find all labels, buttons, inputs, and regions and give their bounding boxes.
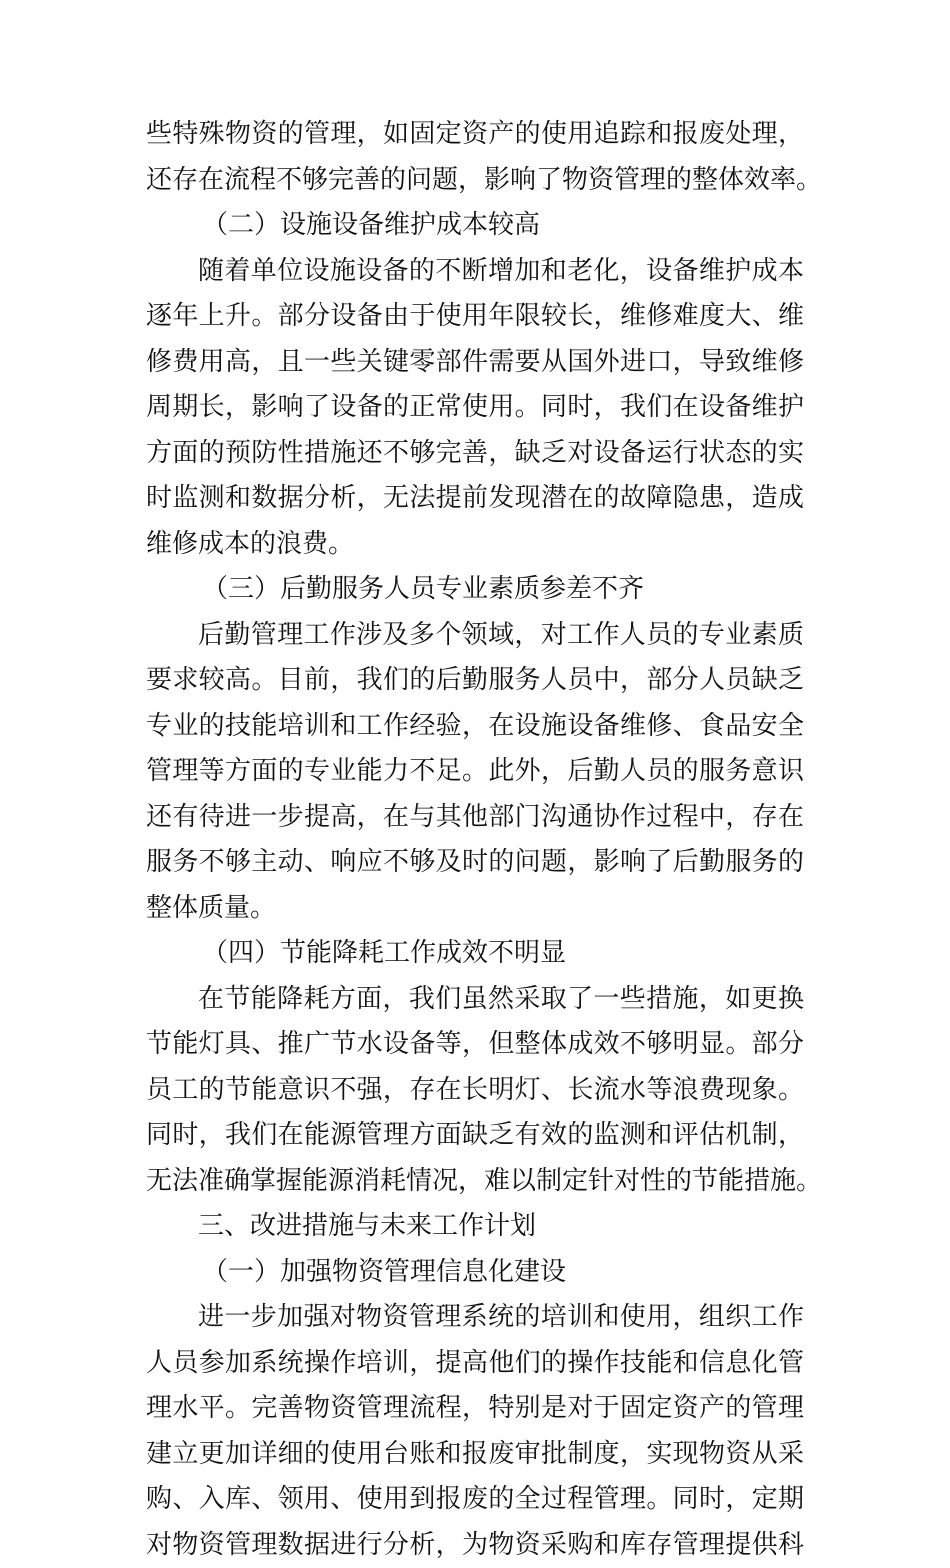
paragraph-line: 节能灯具、推广节水设备等，但整体成效不够明显。部分 — [146, 1022, 804, 1068]
paragraph-line: 对物资管理数据进行分析，为物资采购和库存管理提供科 — [146, 1523, 804, 1568]
paragraph-line: 同时，我们在能源管理方面缺乏有效的监测和评估机制， — [146, 1113, 804, 1159]
paragraph-line: 建立更加详细的使用台账和报废审批制度，实现物资从采 — [146, 1432, 804, 1478]
paragraph-line: 购、入库、领用、使用到报废的全过程管理。同时，定期 — [146, 1477, 804, 1523]
section-heading-1: （一）加强物资管理信息化建设 — [146, 1250, 804, 1296]
paragraph-line: 周期长，影响了设备的正常使用。同时，我们在设备维护 — [146, 385, 804, 431]
paragraph-line: 逐年上升。部分设备由于使用年限较长，维修难度大、维 — [146, 294, 804, 340]
section-heading-4: （四）节能降耗工作成效不明显 — [146, 931, 804, 977]
paragraph-line: 进一步加强对物资管理系统的培训和使用，组织工作 — [146, 1295, 804, 1341]
paragraph-line: 些特殊物资的管理，如固定资产的使用追踪和报废处理， — [146, 112, 804, 158]
paragraph-line: 还存在流程不够完善的问题，影响了物资管理的整体效率。 — [146, 158, 804, 204]
paragraph-line: 整体质量。 — [146, 886, 804, 932]
paragraph-line: 无法准确掌握能源消耗情况，难以制定针对性的节能措施。 — [146, 1159, 804, 1205]
paragraph-line: 方面的预防性措施还不够完善，缺乏对设备运行状态的实 — [146, 431, 804, 477]
paragraph-line: 随着单位设施设备的不断增加和老化，设备维护成本 — [146, 249, 804, 295]
paragraph-line: 管理等方面的专业能力不足。此外，后勤人员的服务意识 — [146, 749, 804, 795]
paragraph-line: 专业的技能培训和工作经验，在设施设备维修、食品安全 — [146, 704, 804, 750]
paragraph-line: 时监测和数据分析，无法提前发现潜在的故障隐患，造成 — [146, 476, 804, 522]
chapter-heading: 三、改进措施与未来工作计划 — [146, 1204, 804, 1250]
paragraph-line: 员工的节能意识不强，存在长明灯、长流水等浪费现象。 — [146, 1068, 804, 1114]
paragraph-line: 要求较高。目前，我们的后勤服务人员中，部分人员缺乏 — [146, 658, 804, 704]
paragraph-line: 在节能降耗方面，我们虽然采取了一些措施，如更换 — [146, 977, 804, 1023]
paragraph-line: 维修成本的浪费。 — [146, 522, 804, 568]
section-heading-2: （二）设施设备维护成本较高 — [146, 203, 804, 249]
paragraph-line: 人员参加系统操作培训，提高他们的操作技能和信息化管 — [146, 1341, 804, 1387]
paragraph-line: 理水平。完善物资管理流程，特别是对于固定资产的管理 — [146, 1386, 804, 1432]
paragraph-line: 还有待进一步提高，在与其他部门沟通协作过程中，存在 — [146, 795, 804, 841]
paragraph-line: 修费用高，且一些关键零部件需要从国外进口，导致维修 — [146, 340, 804, 386]
paragraph-line: 服务不够主动、响应不够及时的问题，影响了后勤服务的 — [146, 840, 804, 886]
document-body — [146, 112, 804, 1568]
section-heading-3: （三）后勤服务人员专业素质参差不齐 — [146, 567, 804, 613]
paragraph-line: 后勤管理工作涉及多个领域，对工作人员的专业素质 — [146, 613, 804, 659]
